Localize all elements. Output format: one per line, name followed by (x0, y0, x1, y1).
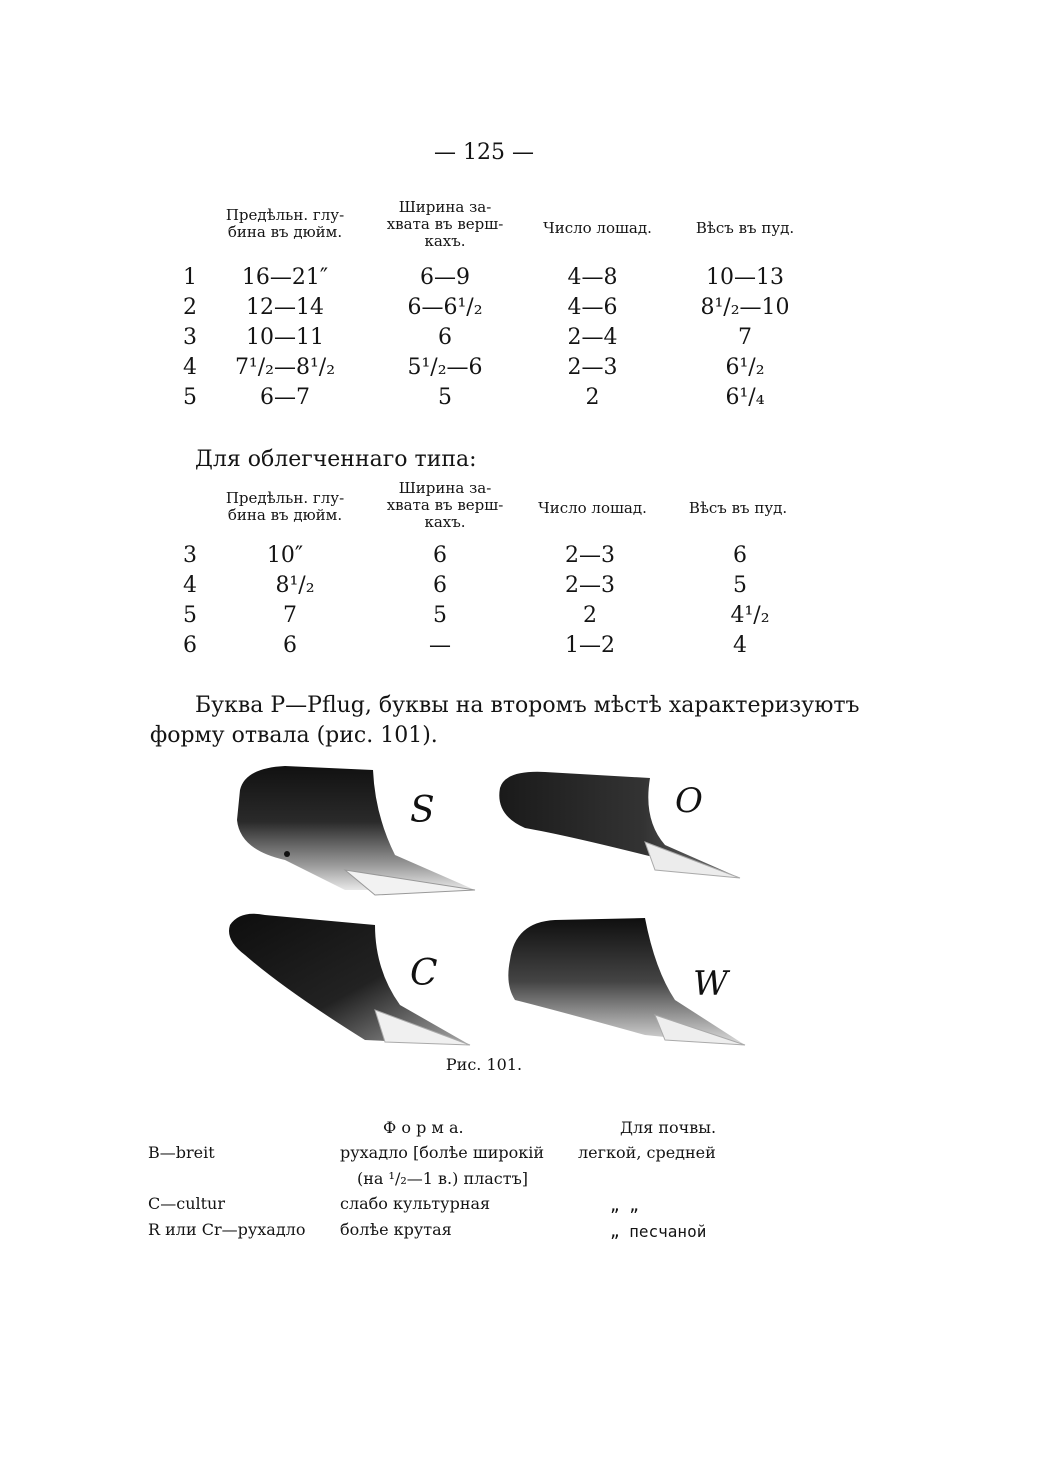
header-weight: Вѣсъ въ пуд. (688, 499, 788, 517)
form-cell: слабо культурная (340, 1194, 491, 1213)
horses-cell: 2—3 (567, 355, 618, 380)
soil-cell: „ песчаной (610, 1222, 707, 1241)
form-cell: рухадло [болѣе широкій (340, 1143, 545, 1162)
row-number: 3 (183, 325, 197, 350)
weight-cell: 6¹/₄ (725, 385, 765, 410)
label-c: C (410, 953, 438, 994)
row-number: 1 (183, 265, 197, 290)
paragraph-line: форму отвала (рис. 101). (150, 723, 438, 748)
form-cell: болѣе крутая (340, 1220, 452, 1239)
form-cell-continued: (на ¹/₂—1 в.) пластъ] (357, 1169, 529, 1188)
weight-cell: 4¹/₂ (730, 603, 770, 628)
header-weight: Вѣсъ въ пуд. (695, 219, 795, 237)
code-cell: B—breit (148, 1143, 215, 1162)
width-cell: 6 (438, 325, 452, 350)
width-cell: 6 (433, 543, 447, 568)
header-width: Ширина за- хвата въ верш- кахъ. (386, 479, 504, 531)
code-cell: C—cultur (148, 1194, 226, 1213)
depth-cell: 12—14 (246, 295, 324, 320)
width-cell: 6 (433, 573, 447, 598)
code-cell: R или Cr—рухадло (148, 1220, 306, 1239)
mouldboard-o (499, 772, 740, 878)
horses-cell: 2—4 (567, 325, 618, 350)
row-number: 5 (183, 603, 197, 628)
mouldboard-w (508, 918, 745, 1045)
row-number: 6 (183, 633, 197, 658)
label-o: O (675, 781, 703, 821)
soil-cell: „ „ (610, 1196, 639, 1215)
horses-cell: 2—3 (565, 543, 615, 568)
figure-caption: Рис. 101. (445, 1055, 523, 1074)
depth-cell: 10″ (266, 543, 304, 568)
width-cell: 6—6¹/₂ (407, 295, 483, 320)
soil-cell: легкой, средней (578, 1143, 716, 1162)
width-cell: — (429, 633, 451, 658)
horses-cell: 4—8 (567, 265, 618, 290)
header-form: Ф о р м а. (383, 1118, 464, 1137)
weight-cell: 5 (733, 573, 747, 598)
weight-cell: 8¹/₂—10 (700, 295, 790, 320)
row-number: 4 (183, 355, 197, 380)
weight-cell: 6 (733, 543, 747, 568)
header-soil: Для почвы. (620, 1118, 717, 1137)
depth-cell: 7 (283, 603, 297, 628)
weight-cell: 4 (733, 633, 747, 658)
horses-cell: 2—3 (565, 573, 615, 598)
width-cell: 5 (438, 385, 452, 410)
figure-101 (225, 760, 785, 1054)
light-type-heading: Для облегченнаго типа: (195, 447, 477, 472)
row-number: 4 (183, 573, 197, 598)
row-number: 3 (183, 543, 197, 568)
depth-cell: 16—21″ (241, 265, 329, 290)
header-depth: Предѣльн. глу- бина въ дюйм. (225, 489, 345, 524)
row-number: 2 (183, 295, 197, 320)
label-s: S (410, 790, 435, 831)
depth-cell: 6 (283, 633, 297, 658)
depth-cell: 6—7 (260, 385, 310, 410)
horses-cell: 1—2 (565, 633, 615, 658)
horses-cell: 2 (583, 603, 597, 628)
width-cell: 5 (433, 603, 447, 628)
weight-cell: 6¹/₂ (725, 355, 765, 380)
label-w: W (693, 964, 728, 1004)
mouldboard-c (229, 914, 470, 1045)
weight-cell: 7 (738, 325, 752, 350)
width-cell: 5¹/₂—6 (407, 355, 483, 380)
depth-cell: 7¹/₂—8¹/₂ (234, 355, 336, 380)
page-number: — 125 — (434, 140, 534, 165)
width-cell: 6—9 (420, 265, 470, 290)
header-depth: Предѣльн. глу- бина въ дюйм. (225, 206, 345, 241)
horses-cell: 4—6 (567, 295, 618, 320)
header-horses: Число лошад. (538, 499, 647, 517)
mouldboard-s (237, 766, 475, 895)
header-horses: Число лошад. (543, 219, 652, 237)
horses-cell: 2 (585, 385, 600, 410)
depth-cell: 8¹/₂ (275, 573, 315, 598)
row-number: 5 (183, 385, 197, 410)
weight-cell: 10—13 (706, 265, 784, 290)
depth-cell: 10—11 (246, 325, 324, 350)
header-width: Ширина за- хвата въ верш- кахъ. (386, 198, 504, 250)
paragraph-line: Буква P—Pflug, буквы на второмъ мѣстѣ характеризуютъ (195, 693, 860, 718)
mouldboard-illustration (225, 760, 785, 1050)
